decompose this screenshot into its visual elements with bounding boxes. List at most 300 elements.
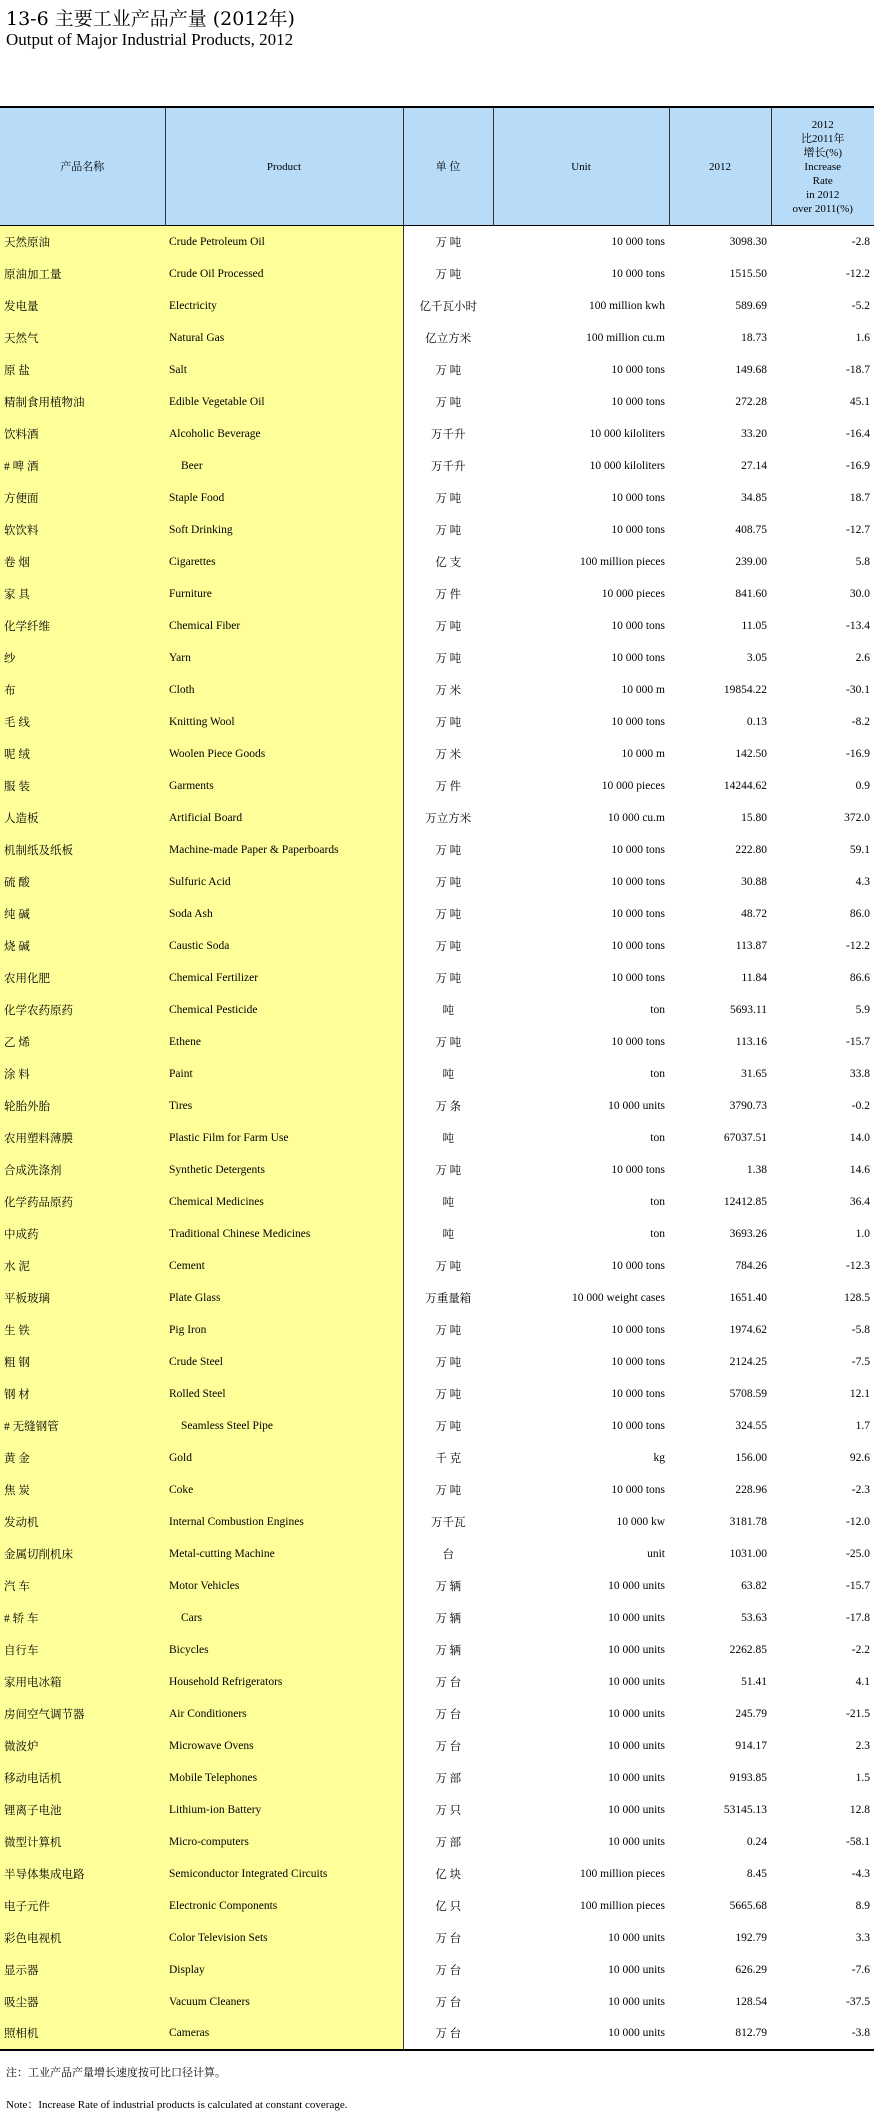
increase-rate-cell: -7.6 (851, 1963, 870, 1976)
increase-rate-cell: -5.2 (851, 299, 870, 312)
product-name-en-cell: Vacuum Cleaners (165, 1986, 403, 2018)
product-name-en-cell: Micro-computers (165, 1826, 403, 1858)
product-name-cn-cell: 移动电话机 (0, 1762, 165, 1794)
unit-cn-cell: 万 辆 (435, 1580, 462, 1593)
product-name-cn-cell: 天然气 (0, 322, 165, 354)
unit-cell: 10 000 units (608, 1803, 665, 1816)
product-name-en-cell: Chemical Fiber (165, 610, 403, 642)
header-product-name-cn: 产品名称 (0, 107, 165, 226)
product-name-cn-cell: 涂 料 (0, 1058, 165, 1090)
table-row (0, 1634, 874, 1666)
product-name-cn-cell: # 轿 车 (0, 1602, 165, 1634)
product-name-cn-cell: 吸尘器 (0, 1986, 165, 2018)
unit-cell: 10 000 tons (611, 1419, 665, 1432)
product-name-cn-cell: 金属切削机床 (0, 1538, 165, 1570)
increase-rate-cell: 45.1 (849, 395, 870, 408)
product-name-cn-cell: 原油加工量 (0, 258, 165, 290)
header-unit-cn: 单 位 (403, 107, 493, 226)
product-name-en-cell: Chemical Fertilizer (165, 962, 403, 994)
product-name-en-cell: Caustic Soda (165, 930, 403, 962)
increase-rate-cell: -17.8 (846, 1611, 870, 1624)
output-2012-cell: 12412.85 (723, 1195, 767, 1208)
output-2012-cell: 3181.78 (729, 1515, 767, 1528)
product-name-en-cell: Microwave Ovens (165, 1730, 403, 1762)
unit-cn-cell: 万 吨 (435, 1260, 462, 1273)
unit-cell: 100 million pieces (580, 1867, 665, 1880)
product-name-en-cell: Air Conditioners (165, 1698, 403, 1730)
unit-cell: 10 000 tons (611, 971, 665, 984)
increase-rate-cell: 8.9 (855, 1899, 870, 1912)
increase-rate-cell: -37.5 (846, 1995, 870, 2008)
unit-cell: 10 000 tons (611, 875, 665, 888)
product-name-en-cell: Bicycles (165, 1634, 403, 1666)
increase-rate-cell: -12.3 (846, 1259, 870, 1272)
increase-rate-cell: -2.8 (851, 235, 870, 248)
output-2012-cell: 5665.68 (729, 1899, 767, 1912)
table-row (0, 1282, 874, 1314)
table-row (0, 1762, 874, 1794)
increase-rate-cell: 86.0 (849, 907, 870, 920)
product-name-en-cell: Traditional Chinese Medicines (165, 1218, 403, 1250)
product-name-en-cell: Coke (165, 1474, 403, 1506)
header-rate-line: in 2012 (806, 188, 840, 201)
table-row (0, 1250, 874, 1282)
product-name-en-cell: Staple Food (165, 482, 403, 514)
product-name-cn-cell: 显示器 (0, 1954, 165, 1986)
table-row (0, 1218, 874, 1250)
unit-cn-cell: 万千升 (431, 428, 466, 441)
unit-cn-cell: 万 米 (435, 748, 462, 761)
table-row (0, 1122, 874, 1154)
table-row (0, 1346, 874, 1378)
table-row (0, 898, 874, 930)
increase-rate-cell: -2.2 (851, 1643, 870, 1656)
product-name-cn-cell: 电子元件 (0, 1890, 165, 1922)
product-name-en-cell: Natural Gas (165, 322, 403, 354)
product-name-cn-cell: 黄 金 (0, 1442, 165, 1474)
unit-cn-cell: 万 台 (435, 1964, 462, 1977)
table-row (0, 1442, 874, 1474)
increase-rate-cell: -58.1 (846, 1835, 870, 1848)
table-row (0, 1026, 874, 1058)
unit-cn-cell: 万 件 (435, 780, 462, 793)
table-row (0, 1474, 874, 1506)
output-2012-cell: 1031.00 (729, 1547, 767, 1560)
unit-cn-cell: 亿立方米 (425, 332, 472, 345)
increase-rate-cell: -18.7 (846, 363, 870, 376)
output-2012-cell: 9193.85 (729, 1771, 767, 1784)
unit-cell: 100 million kwh (588, 299, 665, 312)
product-name-cn-cell: 农用塑料薄膜 (0, 1122, 165, 1154)
increase-rate-cell: -13.4 (846, 619, 870, 632)
unit-cell: 10 000 tons (611, 363, 665, 376)
output-2012-cell: 914.17 (735, 1739, 767, 1752)
product-name-cn-cell: 轮胎外胎 (0, 1090, 165, 1122)
unit-cell: 10 000 tons (611, 523, 665, 536)
table-row (0, 1986, 874, 2018)
unit-cell: 10 000 units (608, 1707, 665, 1720)
unit-cn-cell: 台 (442, 1548, 454, 1561)
output-2012-cell: 324.55 (735, 1419, 767, 1432)
unit-cn-cell: 万 只 (435, 1804, 462, 1817)
increase-rate-cell: -4.3 (851, 1867, 870, 1880)
unit-cn-cell: 万 台 (435, 1740, 462, 1753)
header-rate-line: over 2011(%) (792, 202, 853, 215)
output-2012-cell: 5693.11 (730, 1003, 767, 1016)
product-name-cn-cell: 卷 烟 (0, 546, 165, 578)
output-2012-cell: 67037.51 (723, 1131, 767, 1144)
unit-cell: 10 000 m (621, 747, 665, 760)
unit-cn-cell: 万 吨 (435, 1036, 462, 1049)
increase-rate-cell: -15.7 (846, 1035, 870, 1048)
table-row (0, 1890, 874, 1922)
output-2012-cell: 1651.40 (729, 1291, 767, 1304)
table-row (0, 1826, 874, 1858)
table-row (0, 706, 874, 738)
product-name-en-cell: Crude Petroleum Oil (165, 226, 403, 258)
header-rate-line: 增长(%) (803, 146, 842, 159)
product-name-cn-cell: 方便面 (0, 482, 165, 514)
table-row (0, 866, 874, 898)
output-2012-cell: 3098.30 (729, 235, 767, 248)
product-name-cn-cell: 房间空气调节器 (0, 1698, 165, 1730)
unit-cell: ton (650, 1131, 665, 1144)
product-name-en-cell: Plastic Film for Farm Use (165, 1122, 403, 1154)
output-2012-cell: 156.00 (735, 1451, 767, 1464)
product-name-en-cell: Crude Oil Processed (165, 258, 403, 290)
increase-rate-cell: -16.9 (846, 747, 870, 760)
table-title-english: Output of Major Industrial Products, 2012 (6, 30, 294, 49)
table-row (0, 1602, 874, 1634)
output-2012-cell: 128.54 (735, 1995, 767, 2008)
table-row (0, 386, 874, 418)
unit-cn-cell: 万 吨 (435, 652, 462, 665)
increase-rate-cell: 86.6 (849, 971, 870, 984)
table-row (0, 418, 874, 450)
increase-rate-cell: 59.1 (849, 843, 870, 856)
table-row (0, 962, 874, 994)
product-name-en-cell: Chemical Pesticide (165, 994, 403, 1026)
product-name-cn-cell: 硫 酸 (0, 866, 165, 898)
unit-cn-cell: 亿 支 (435, 556, 462, 569)
product-name-cn-cell: 粗 钢 (0, 1346, 165, 1378)
unit-cell: 10 000 units (608, 1611, 665, 1624)
product-name-cn-cell: 纯 碱 (0, 898, 165, 930)
unit-cell: 10 000 tons (611, 1355, 665, 1368)
product-name-en-cell: Household Refrigerators (165, 1666, 403, 1698)
unit-cell: 10 000 kiloliters (589, 427, 665, 440)
output-2012-cell: 239.00 (735, 555, 767, 568)
product-name-en-cell: Chemical Medicines (165, 1186, 403, 1218)
table-row (0, 642, 874, 674)
product-name-cn-cell: 纱 (0, 642, 165, 674)
unit-cell: 10 000 pieces (601, 779, 665, 792)
unit-cell: 100 million pieces (580, 555, 665, 568)
increase-rate-cell: -3.8 (771, 2018, 874, 2050)
product-name-en-cell: Rolled Steel (165, 1378, 403, 1410)
unit-cn-cell: 万 部 (435, 1772, 462, 1785)
unit-cn-cell: 亿 只 (435, 1900, 462, 1913)
unit-cn-cell: 万 吨 (435, 620, 462, 633)
product-name-en-cell: Mobile Telephones (165, 1762, 403, 1794)
product-name-cn-cell: 微型计算机 (0, 1826, 165, 1858)
increase-rate-cell: -12.0 (846, 1515, 870, 1528)
output-2012-cell: 784.26 (735, 1259, 767, 1272)
product-name-en-cell: Edible Vegetable Oil (165, 386, 403, 418)
output-2012-cell: 30.88 (741, 875, 767, 888)
unit-cell: 100 million pieces (580, 1899, 665, 1912)
unit-cn-cell: 亿千瓦小时 (419, 300, 477, 313)
unit-cn-cell: 吨 (442, 1068, 454, 1081)
unit-cn-cell: 万 吨 (435, 940, 462, 953)
output-2012-cell: 222.80 (735, 843, 767, 856)
product-name-cn-cell: 乙 烯 (0, 1026, 165, 1058)
table-row (0, 1314, 874, 1346)
unit-cn-cell: 万 吨 (435, 908, 462, 921)
unit-cell: 10 000 units (608, 1771, 665, 1784)
unit-cn-cell: 万 辆 (435, 1612, 462, 1625)
product-name-cn-cell: 农用化肥 (0, 962, 165, 994)
product-name-cn-cell: 化学纤维 (0, 610, 165, 642)
unit-cell: ton (650, 1227, 665, 1240)
table-row (0, 1666, 874, 1698)
increase-rate-cell: 0.9 (855, 779, 870, 792)
table-body (0, 226, 874, 2050)
unit-cell: 10 000 tons (611, 843, 665, 856)
unit-cn-cell: 万 台 (403, 2018, 493, 2050)
output-2012-cell: 626.29 (735, 1963, 767, 1976)
output-2012-cell: 245.79 (735, 1707, 767, 1720)
unit-cell: ton (650, 1195, 665, 1208)
product-name-cn-cell: 天然原油 (0, 226, 165, 258)
product-name-en-cell: Metal-cutting Machine (165, 1538, 403, 1570)
product-name-cn-cell: 软饮料 (0, 514, 165, 546)
output-2012-cell: 15.80 (741, 811, 767, 824)
table-row (0, 674, 874, 706)
industrial-output-table (0, 106, 874, 2051)
product-name-cn-cell: 焦 炭 (0, 1474, 165, 1506)
product-name-cn-cell: 发电量 (0, 290, 165, 322)
increase-rate-cell: -30.1 (846, 683, 870, 696)
unit-cn-cell: 万立方米 (425, 812, 472, 825)
table-row (0, 1922, 874, 1954)
product-name-cn-cell: 人造板 (0, 802, 165, 834)
output-2012-cell: 589.69 (735, 299, 767, 312)
header-rate-line: Rate (812, 174, 833, 187)
product-name-en-cell: Salt (165, 354, 403, 386)
output-2012-cell: 11.84 (741, 971, 767, 984)
product-name-cn-cell: # 无缝钢管 (0, 1410, 165, 1442)
table-row (0, 1698, 874, 1730)
unit-cell: 10 000 weight cases (572, 1291, 665, 1304)
product-name-en-cell: Alcoholic Beverage (165, 418, 403, 450)
increase-rate-cell: 3.3 (855, 1931, 870, 1944)
product-name-en-cell: Beer (165, 450, 403, 482)
unit-cell: unit (647, 1547, 665, 1560)
increase-rate-cell: -16.9 (846, 459, 870, 472)
product-name-en-cell: Knitting Wool (165, 706, 403, 738)
output-2012-cell: 812.79 (669, 2018, 771, 2050)
product-name-cn-cell: 锂离子电池 (0, 1794, 165, 1826)
table-row (0, 450, 874, 482)
footnote-english: Note：Increase Rate of industrial products is calculated at constant coverage. (6, 2099, 348, 2111)
table-row (0, 1858, 874, 1890)
product-name-cn-cell: 布 (0, 674, 165, 706)
product-name-cn-cell: 彩色电视机 (0, 1922, 165, 1954)
output-2012-cell: 1515.50 (729, 267, 767, 280)
unit-cell: 10 000 tons (611, 939, 665, 952)
product-name-cn-cell: 发动机 (0, 1506, 165, 1538)
product-name-en-cell: Garments (165, 770, 403, 802)
unit-cn-cell: 万 米 (435, 684, 462, 697)
output-2012-cell: 63.82 (741, 1579, 767, 1592)
table-row (0, 578, 874, 610)
product-name-cn-cell: 微波炉 (0, 1730, 165, 1762)
increase-rate-cell: -12.2 (846, 939, 870, 952)
table-row (0, 1954, 874, 1986)
increase-rate-cell: 4.3 (855, 875, 870, 888)
unit-cell: 10 000 units (608, 1995, 665, 2008)
unit-cn-cell: 万 吨 (435, 1420, 462, 1433)
increase-rate-cell: 30.0 (849, 587, 870, 600)
product-name-cn-cell: 半导体集成电路 (0, 1858, 165, 1890)
table-row (0, 930, 874, 962)
table-row (0, 258, 874, 290)
header-year: 2012 (669, 107, 771, 226)
table-row (0, 1378, 874, 1410)
output-2012-cell: 113.16 (735, 1035, 767, 1048)
table-row (0, 738, 874, 770)
unit-cell: 10 000 cu.m (607, 811, 665, 824)
product-name-en-cell: Electricity (165, 290, 403, 322)
product-name-en-cell: Cigarettes (165, 546, 403, 578)
product-name-en-cell: Color Television Sets (165, 1922, 403, 1954)
increase-rate-cell: -7.5 (851, 1355, 870, 1368)
product-name-en-cell: Electronic Components (165, 1890, 403, 1922)
table-row (0, 354, 874, 386)
increase-rate-cell: -12.7 (846, 523, 870, 536)
unit-cell: 10 000 units (493, 2018, 669, 2050)
table-row (0, 226, 874, 258)
unit-cn-cell: 万 吨 (435, 396, 462, 409)
increase-rate-cell: 92.6 (849, 1451, 870, 1464)
product-name-cn-cell: 合成洗涤剂 (0, 1154, 165, 1186)
table-row (0, 1506, 874, 1538)
table-row (0, 546, 874, 578)
unit-cell: 10 000 units (608, 1643, 665, 1656)
unit-cell: 10 000 tons (611, 1483, 665, 1496)
product-name-en-cell: Synthetic Detergents (165, 1154, 403, 1186)
product-name-cn-cell: 照相机 (0, 2018, 165, 2050)
output-2012-cell: 272.28 (735, 395, 767, 408)
unit-cn-cell: 万 吨 (435, 972, 462, 985)
product-name-en-cell: Cars (165, 1602, 403, 1634)
unit-cn-cell: 吨 (442, 1004, 454, 1017)
unit-cn-cell: 万 台 (435, 1996, 462, 2009)
product-name-en-cell: Plate Glass (165, 1282, 403, 1314)
increase-rate-cell: 1.7 (855, 1419, 870, 1432)
header-product: Product (165, 107, 403, 226)
increase-rate-cell: -15.7 (846, 1579, 870, 1592)
increase-rate-cell: -2.3 (851, 1483, 870, 1496)
product-name-cn-cell: 原 盐 (0, 354, 165, 386)
unit-cn-cell: 亿 块 (435, 1868, 462, 1881)
unit-cn-cell: 万 吨 (435, 1356, 462, 1369)
product-name-en-cell: Sulfuric Acid (165, 866, 403, 898)
product-name-en-cell: Crude Steel (165, 1346, 403, 1378)
product-name-cn-cell: 平板玻璃 (0, 1282, 165, 1314)
output-2012-cell: 53.63 (741, 1611, 767, 1624)
product-name-en-cell: Soft Drinking (165, 514, 403, 546)
product-name-cn-cell: 中成药 (0, 1218, 165, 1250)
unit-cell: ton (650, 1003, 665, 1016)
product-name-en-cell: Motor Vehicles (165, 1570, 403, 1602)
unit-cell: 10 000 tons (611, 619, 665, 632)
increase-rate-cell: 5.9 (855, 1003, 870, 1016)
product-name-cn-cell: 饮料酒 (0, 418, 165, 450)
output-2012-cell: 1.38 (746, 1163, 767, 1176)
output-2012-cell: 3693.26 (729, 1227, 767, 1240)
increase-rate-cell: -25.0 (846, 1547, 870, 1560)
footnote-chinese: 注：工业产品产量增长速度按可比口径计算。 (6, 2066, 226, 2079)
product-name-en-cell: Cement (165, 1250, 403, 1282)
increase-rate-cell: 2.3 (855, 1739, 870, 1752)
table-row (0, 482, 874, 514)
increase-rate-cell: -16.4 (846, 427, 870, 440)
output-2012-cell: 228.96 (735, 1483, 767, 1496)
unit-cn-cell: 万千升 (431, 460, 466, 473)
unit-cn-cell: 万 件 (435, 588, 462, 601)
unit-cn-cell: 万 台 (435, 1676, 462, 1689)
unit-cn-cell: 万 吨 (435, 716, 462, 729)
increase-rate-cell: -21.5 (846, 1707, 870, 1720)
table-row (0, 2018, 874, 2050)
table-row (0, 1058, 874, 1090)
unit-cn-cell: 万 吨 (435, 844, 462, 857)
increase-rate-cell: 36.4 (849, 1195, 870, 1208)
product-name-cn-cell: # 啤 酒 (0, 450, 165, 482)
product-name-cn-cell: 钢 材 (0, 1378, 165, 1410)
table-row (0, 1730, 874, 1762)
output-2012-cell: 2262.85 (729, 1643, 767, 1656)
header-rate-line: 2012 (811, 118, 834, 131)
unit-cn-cell: 万 吨 (435, 236, 462, 249)
output-2012-cell: 18.73 (741, 331, 767, 344)
increase-rate-cell: 5.8 (855, 555, 870, 568)
unit-cell: 10 000 units (608, 1579, 665, 1592)
table-row (0, 1090, 874, 1122)
product-name-cn-cell: 化学药品原药 (0, 1186, 165, 1218)
unit-cn-cell: 万 吨 (435, 1164, 462, 1177)
increase-rate-cell: 1.0 (855, 1227, 870, 1240)
output-2012-cell: 27.14 (741, 459, 767, 472)
product-name-cn-cell: 烧 碱 (0, 930, 165, 962)
unit-cell: 10 000 tons (611, 1259, 665, 1272)
output-2012-cell: 0.13 (746, 715, 767, 728)
output-2012-cell: 3790.73 (729, 1099, 767, 1112)
product-name-en-cell: Seamless Steel Pipe (165, 1410, 403, 1442)
unit-cell: 10 000 tons (611, 1323, 665, 1336)
table-row (0, 1794, 874, 1826)
table-row (0, 1410, 874, 1442)
output-2012-cell: 142.50 (735, 747, 767, 760)
unit-cn-cell: 吨 (442, 1132, 454, 1145)
unit-cn-cell: 万 台 (435, 1932, 462, 1945)
product-name-en-cell: Lithium-ion Battery (165, 1794, 403, 1826)
product-name-cn-cell: 毛 线 (0, 706, 165, 738)
table-row (0, 290, 874, 322)
unit-cell: 100 million cu.m (586, 331, 665, 344)
